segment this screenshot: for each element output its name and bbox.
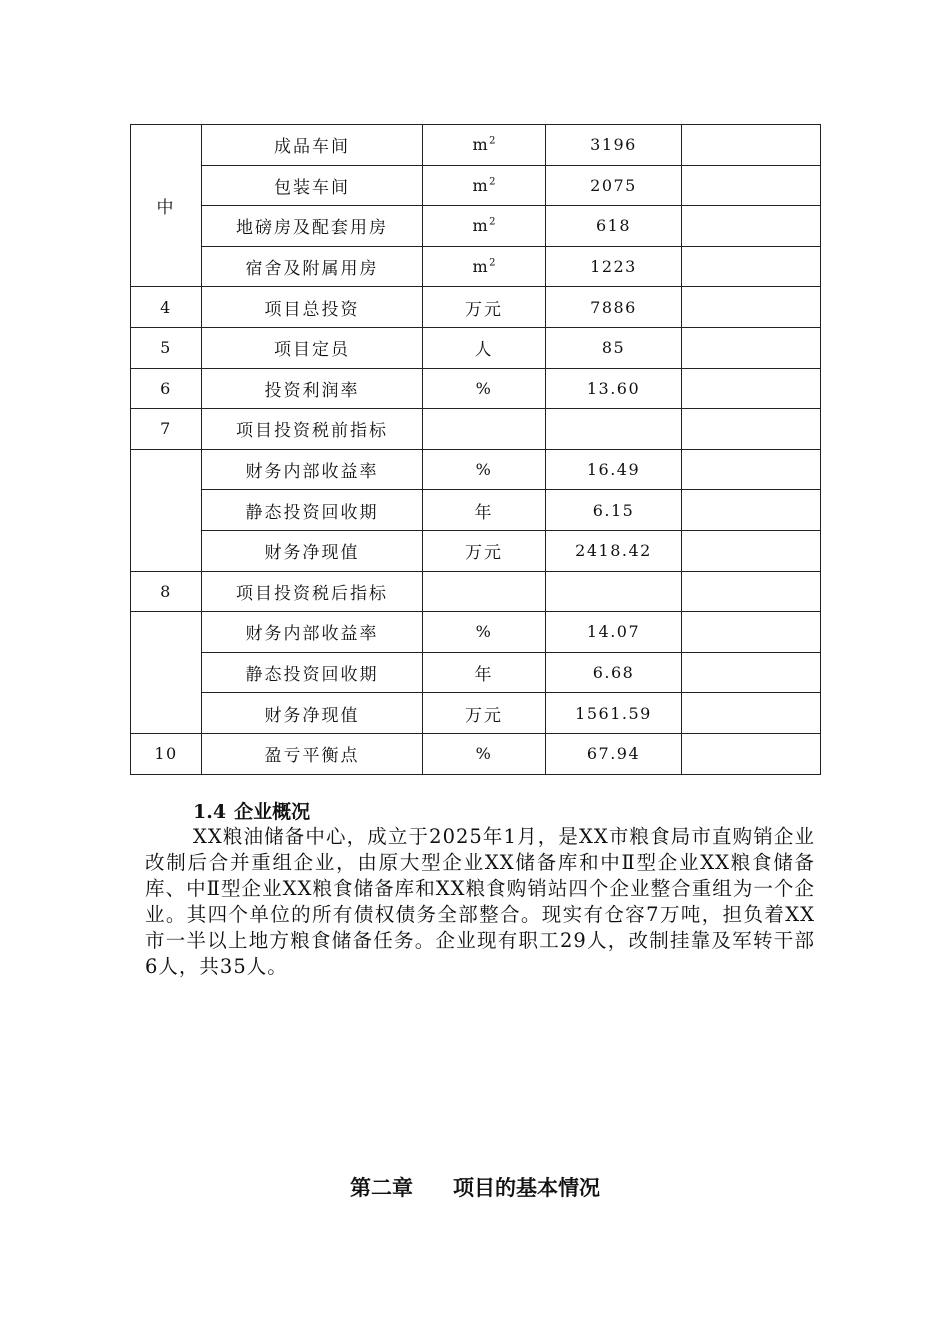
value-cell: 14.07 [546, 612, 682, 653]
unit-cell: 年 [423, 652, 546, 693]
note-cell [682, 490, 821, 531]
group-label-cell: 中 [131, 125, 202, 287]
table-row [131, 571, 821, 612]
note-cell [682, 693, 821, 734]
table-row [131, 733, 821, 774]
value-cell: 2075 [546, 165, 682, 206]
value-cell: 6.68 [546, 652, 682, 693]
table-row [131, 246, 821, 287]
item-name-cell: 成品车间 [202, 125, 423, 166]
note-cell [682, 246, 821, 287]
table-row [131, 327, 821, 368]
item-name-cell: 财务净现值 [202, 693, 423, 734]
table-row [131, 693, 821, 734]
note-cell [682, 571, 821, 612]
note-cell [682, 125, 821, 166]
table-row [131, 409, 821, 450]
table-row [131, 287, 821, 328]
item-name-cell: 项目总投资 [202, 287, 423, 328]
unit-cell: $m^2$ [423, 165, 546, 206]
unit-cell: % [423, 733, 546, 774]
value-cell: 7886 [546, 287, 682, 328]
note-cell [682, 165, 821, 206]
value-cell: 85 [546, 327, 682, 368]
chapter-heading [0, 1172, 950, 1202]
value-cell: 13.60 [546, 368, 682, 409]
item-name-cell: 财务内部收益率 [202, 612, 423, 653]
unit-cell: 年 [423, 490, 546, 531]
item-name-cell: 投资利润率 [202, 368, 423, 409]
row-number-cell: 6 [131, 368, 202, 409]
note-cell [682, 652, 821, 693]
section-heading [193, 800, 815, 824]
value-cell [546, 571, 682, 612]
value-cell: 6.15 [546, 490, 682, 531]
note-cell [682, 409, 821, 450]
table-row [131, 165, 821, 206]
item-name-cell: 静态投资回收期 [202, 490, 423, 531]
unit-cell: % [423, 612, 546, 653]
company-overview-section [145, 800, 815, 980]
note-cell [682, 206, 821, 247]
table-row [131, 652, 821, 693]
table-row [131, 449, 821, 490]
table-row [131, 530, 821, 571]
unit-cell: % [423, 449, 546, 490]
unit-cell: 万元 [423, 530, 546, 571]
value-cell: 618 [546, 206, 682, 247]
row-number-cell [131, 449, 202, 571]
note-cell [682, 612, 821, 653]
item-name-cell: 盈亏平衡点 [202, 733, 423, 774]
value-cell: 67.94 [546, 733, 682, 774]
item-name-cell: 项目定员 [202, 327, 423, 368]
unit-cell [423, 571, 546, 612]
unit-cell [423, 409, 546, 450]
unit-cell: 万元 [423, 693, 546, 734]
table-row [131, 125, 821, 166]
item-name-cell: 项目投资税前指标 [202, 409, 423, 450]
row-number-cell: 7 [131, 409, 202, 450]
note-cell [682, 287, 821, 328]
item-name-cell: 包装车间 [202, 165, 423, 206]
unit-cell: % [423, 368, 546, 409]
value-cell [546, 409, 682, 450]
unit-cell: 万元 [423, 287, 546, 328]
value-cell: 16.49 [546, 449, 682, 490]
table-row [131, 612, 821, 653]
row-number-cell: 4 [131, 287, 202, 328]
row-number-cell: 10 [131, 733, 202, 774]
value-cell: 1561.59 [546, 693, 682, 734]
note-cell [682, 449, 821, 490]
note-cell [682, 368, 821, 409]
row-number-cell: 8 [131, 571, 202, 612]
value-cell: 2418.42 [546, 530, 682, 571]
chapter-label: 第二章 [350, 1175, 413, 1200]
item-name-cell: 项目投资税后指标 [202, 571, 423, 612]
row-number-cell [131, 612, 202, 734]
note-cell [682, 530, 821, 571]
note-cell [682, 733, 821, 774]
chapter-title: 项目的基本情况 [453, 1175, 600, 1200]
table-row [131, 490, 821, 531]
item-name-cell: 地磅房及配套用房 [202, 206, 423, 247]
unit-cell: 人 [423, 327, 546, 368]
unit-cell: $m^2$ [423, 206, 546, 247]
item-name-cell: 财务内部收益率 [202, 449, 423, 490]
unit-cell: $m^2$ [423, 246, 546, 287]
value-cell: 3196 [546, 125, 682, 166]
unit-cell: $m^2$ [423, 125, 546, 166]
row-number-cell: 5 [131, 327, 202, 368]
section-title: 企业概况 [234, 801, 311, 823]
note-cell [682, 327, 821, 368]
table-row [131, 368, 821, 409]
item-name-cell: 财务净现值 [202, 530, 423, 571]
item-name-cell: 静态投资回收期 [202, 652, 423, 693]
value-cell: 1223 [546, 246, 682, 287]
project-indicators-table [130, 124, 821, 775]
item-name-cell: 宿舍及附属用房 [202, 246, 423, 287]
table-row [131, 206, 821, 247]
section-number: 1.4 [193, 801, 227, 823]
section-paragraph: XX粮油储备中心，成立于2025年1月，是XX市粮食局市直购销企业改制后合并重组企业，由原大型企业XX储备库和中Ⅱ型企业XX粮食储备库、中Ⅱ型企业XX粮食储备库和XX粮食购销站四个企业整合重组为一个企业。其四个单位的所有债权债务全部整合。现实有仓容7万吨，担负着XX市一半以上地方粮食储备任务。企业现有职工29人，改制挂靠及军转干部6人，共35人。 [145, 825, 815, 978]
